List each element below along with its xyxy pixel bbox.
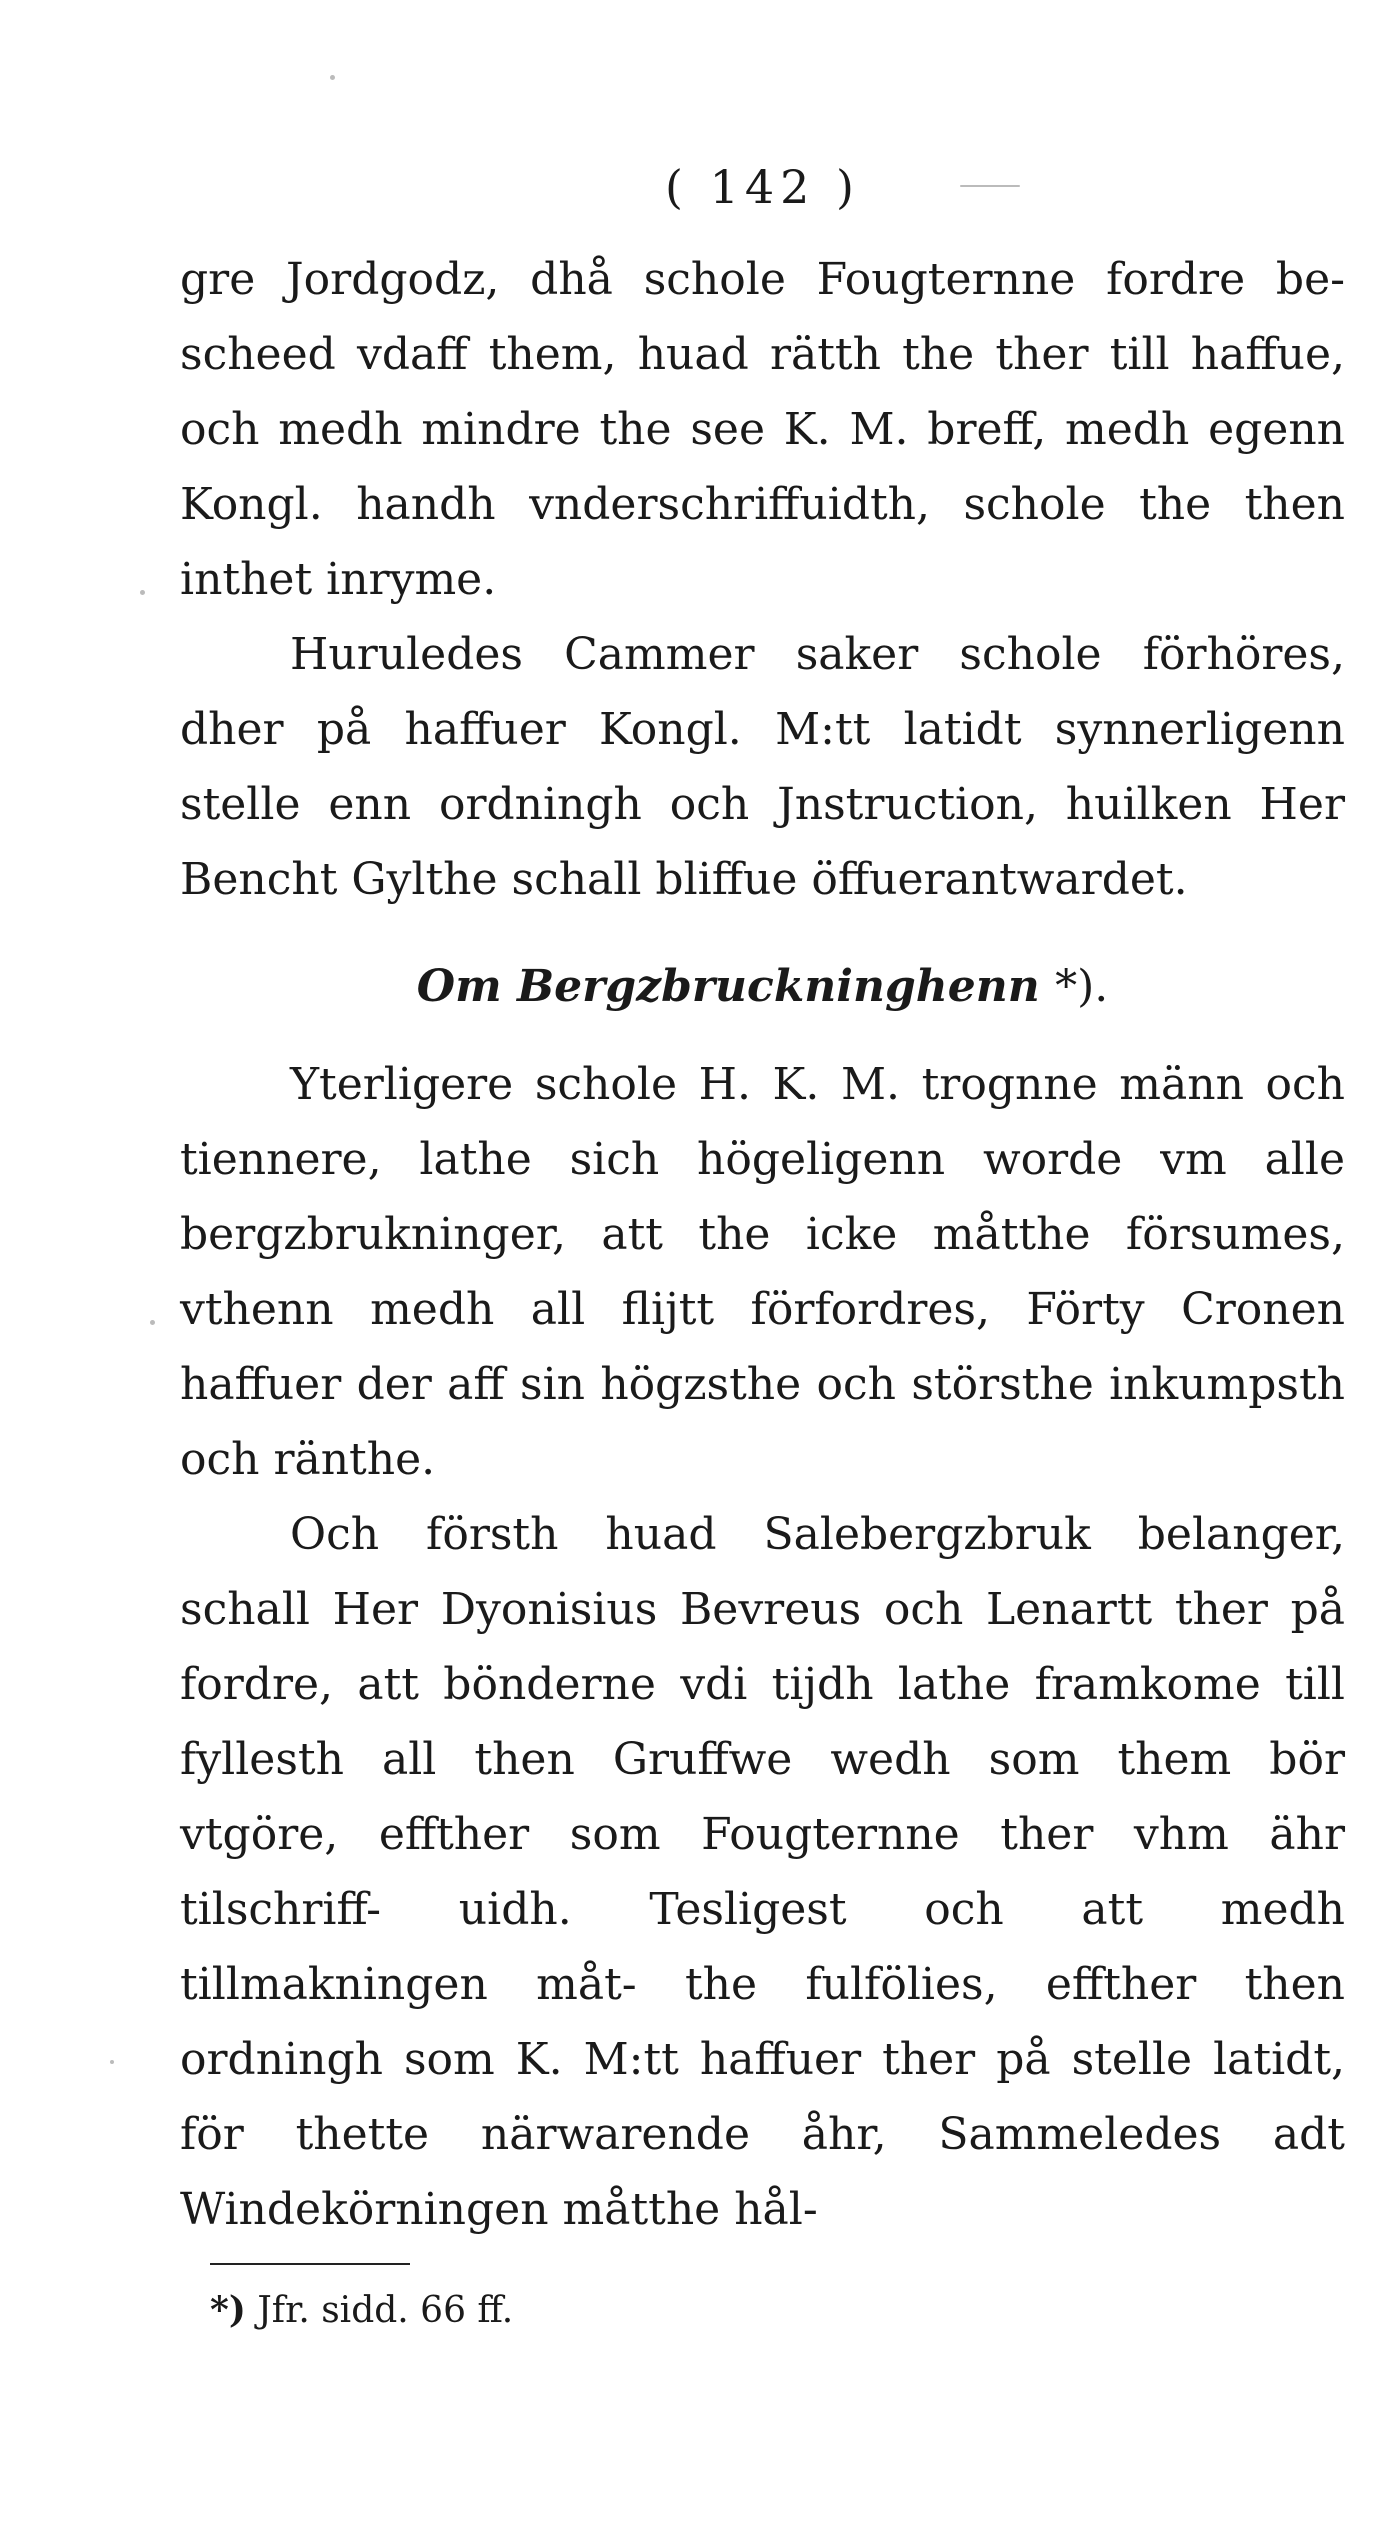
- text-line: scheed vdaff them, huad rätth the ther till haffue,: [180, 329, 1345, 380]
- heading-text: Om Bergzbruckninghenn: [416, 961, 1040, 1012]
- footnote-divider: [210, 2263, 410, 2265]
- document-page: [180, 160, 1345, 2336]
- text-line: Huruledes Cammer saker schole förhöres, dher: [180, 629, 1345, 755]
- text-line: haffuer der aff sin högzsthe och störsthe inkumpsth: [180, 1359, 1345, 1410]
- paper-speck: [150, 1320, 155, 1325]
- text-line: och medh mindre the see K. M. breff, medh egenn: [180, 404, 1345, 455]
- text-line: och ränthe.: [180, 1434, 436, 1485]
- text-line: uidh. Tesligest och att medh tillmakningen måt-: [180, 1884, 1345, 2010]
- text-line: åhr, Sammeledes adt Windekörningen måtthe hål-: [180, 2109, 1345, 2235]
- footnote-text: Jfr. sidd. 66 ff.: [257, 2290, 514, 2331]
- section-heading: [180, 957, 1345, 1017]
- text-line: enn ordningh och Jnstruction, huilken Her Bencht: [180, 779, 1345, 905]
- text-line: vthenn medh all flijtt förfordres, Förty Cronen: [180, 1284, 1345, 1335]
- footnote-marker: *): [210, 2289, 246, 2331]
- text-line: Yterligere schole H. K. M. trognne männ och: [290, 1059, 1345, 1110]
- text-line: Her Dyonisius Bevreus och Lenartt ther på fordre,: [180, 1584, 1345, 1710]
- paragraph-continuation: [180, 242, 1345, 617]
- text-line: inthet inryme.: [180, 554, 497, 605]
- text-line: att bönderne vdi tijdh lathe framkome till fyllesth: [180, 1659, 1345, 1785]
- paper-speck: [330, 75, 335, 80]
- text-line: bergzbrukninger, att the icke måtthe försumes,: [180, 1209, 1345, 1260]
- text-line: all then Gruffwe wedh som them bör vtgöre,: [180, 1734, 1345, 1860]
- text-line: Och försth huad Salebergzbruk belanger, schall: [180, 1509, 1345, 1635]
- text-line: the fulfölies, effther then ordningh som K. M:tt: [180, 1959, 1345, 2085]
- text-line: Gylthe schall bliffue öffuerantwardet.: [351, 854, 1188, 905]
- text-line: tiennere, lathe sich högeligenn worde vm alle: [180, 1134, 1345, 1185]
- paragraph-yterligere: [180, 1047, 1345, 1497]
- text-line: Kongl. handh vnderschriffuidth, schole the then: [180, 479, 1345, 530]
- text-line: effther som Fougternne ther vhm ähr tilschriff-: [180, 1809, 1345, 1935]
- paragraph-cammer-saker: [180, 617, 1345, 917]
- text-line: på haffuer Kongl. M:tt latidt synnerligenn stelle: [180, 704, 1345, 830]
- paper-speck: [960, 185, 1020, 187]
- footnote: [210, 2285, 1345, 2336]
- paper-speck: [140, 590, 145, 595]
- text-line: gre Jordgodz, dhå schole Fougternne fordre be-: [180, 254, 1345, 305]
- text-line: haffuer ther på stelle latidt, för thette närwarende: [180, 2034, 1345, 2160]
- paragraph-salebergzbruk: [180, 1497, 1345, 2247]
- footnote-reference: *).: [1055, 961, 1109, 1012]
- page-number: ( 142 ): [665, 160, 860, 214]
- paper-speck: [110, 2060, 114, 2064]
